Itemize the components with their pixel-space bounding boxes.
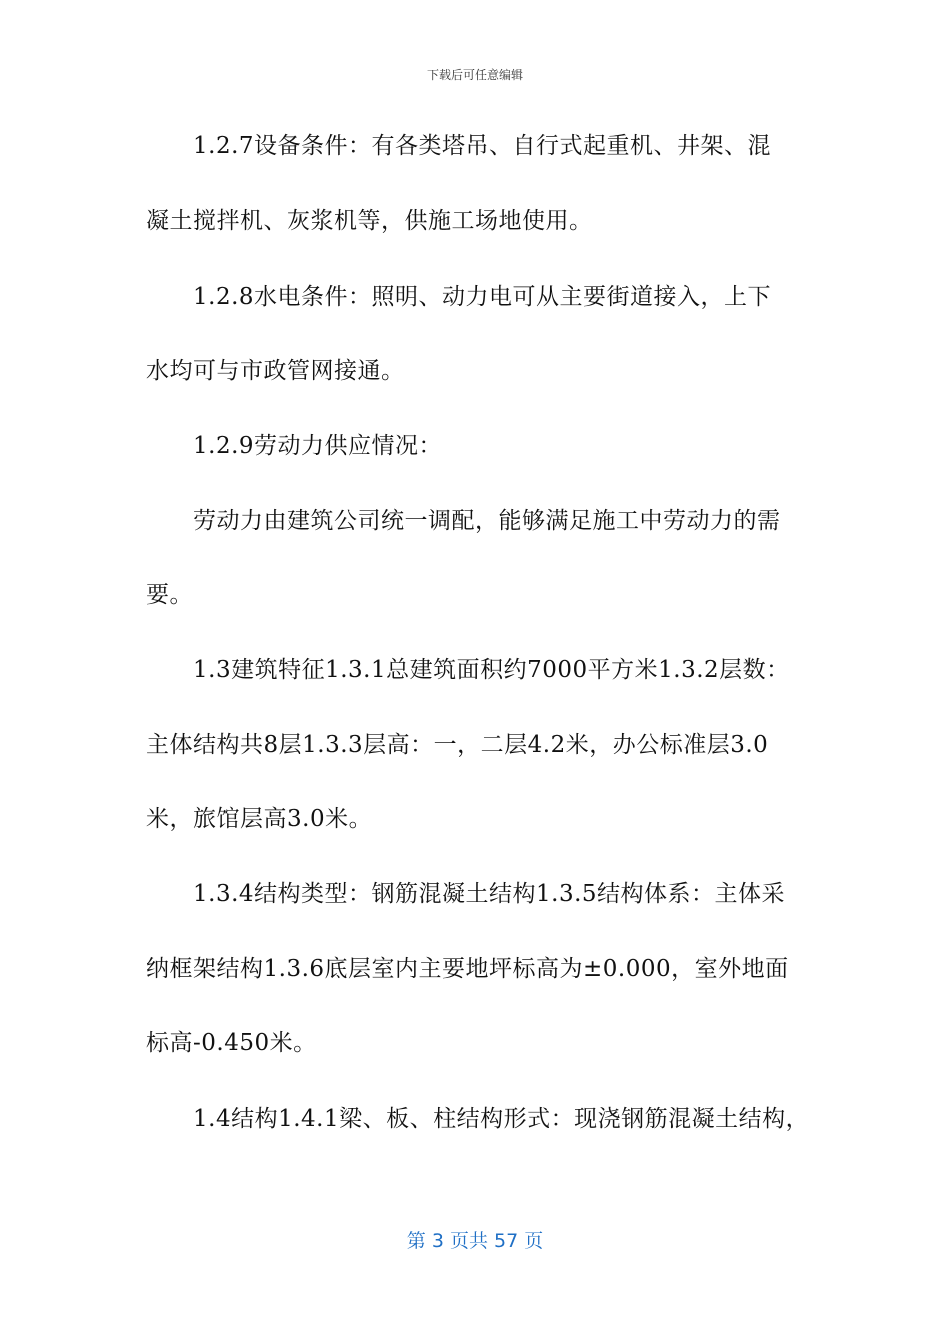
text-line: 1.3.4结构类型：钢筋混凝土结构1.3.5结构体系：主体采 — [193, 881, 786, 907]
text-line: 劳动力由建筑公司统一调配，能够满足施工中劳动力的需 — [193, 508, 781, 534]
text-line: 1.2.8水电条件：照明、动力电可从主要街道接入，上下 — [193, 284, 772, 310]
text-line: 标高-0.450米。 — [146, 1030, 317, 1056]
text-line: 凝土搅拌机、灰浆机等，供施工场地使用。 — [146, 208, 593, 234]
text-line: 米，旅馆层高3.0米。 — [146, 806, 373, 832]
text-line: 水均可与市政管网接通。 — [146, 358, 405, 384]
text-line: 1.3建筑特征1.3.1总建筑面积约7000平方米1.3.2层数： — [193, 657, 790, 683]
text-line: 主体结构共8层1.3.3层高：一，二层4.2米，办公标准层3.0 — [146, 732, 769, 758]
text-line: 纳框架结构1.3.6底层室内主要地坪标高为±0.000，室外地面 — [146, 956, 789, 982]
text-line: 要。 — [146, 582, 193, 608]
text-line: 1.2.9劳动力供应情况： — [193, 433, 443, 459]
page-number-footer: 第 3 页共 57 页 — [406, 1230, 544, 1252]
text-line: 1.4结构1.4.1梁、板、柱结构形式：现浇钢筋混凝土结构， — [193, 1106, 810, 1132]
page-header: 下载后可任意编辑 — [426, 68, 523, 82]
text-line: 1.2.7设备条件：有各类塔吊、自行式起重机、井架、混 — [193, 133, 772, 159]
